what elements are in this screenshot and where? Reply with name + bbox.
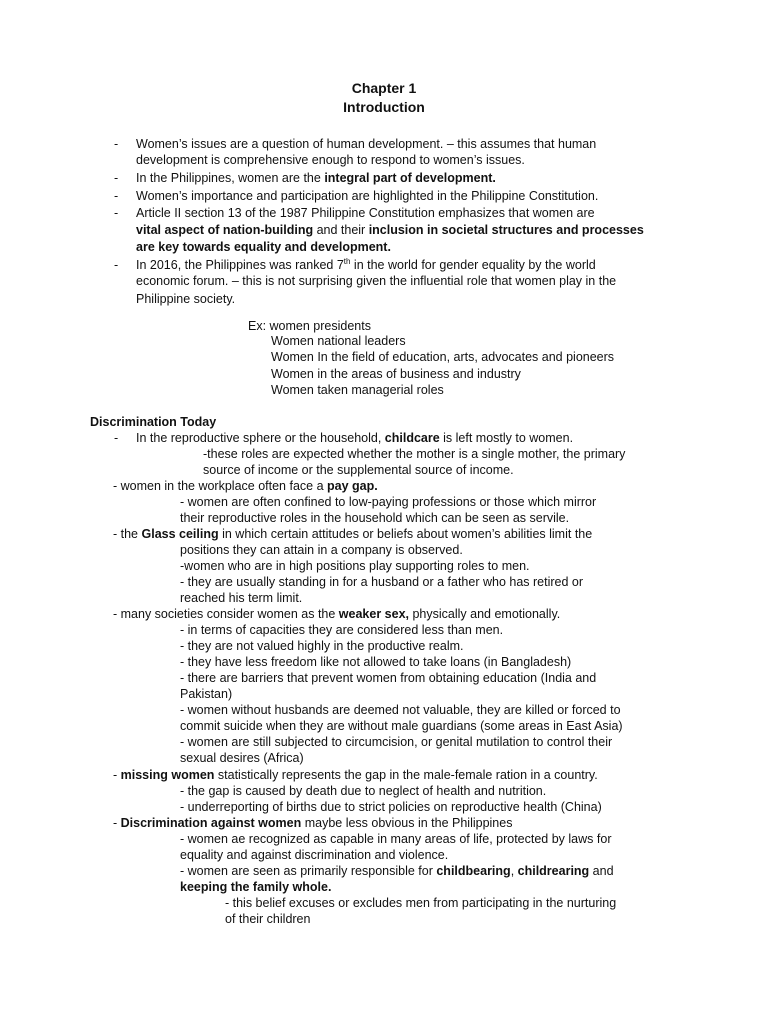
missing-women-sub-2: - underreporting of births due to strict policies on reproductive health (China) <box>180 800 602 814</box>
intro-bullet-5-line-3: Philippine society. <box>136 292 236 306</box>
against-sub-6: of their children <box>225 912 311 926</box>
paygap-sub-1: - women are often confined to low-paying professions or those which mirror <box>180 495 597 509</box>
weaker-sex-item: - in terms of capacities they are considered less than men. <box>180 623 504 637</box>
intro-bullet-4-line-2: vital aspect of nation-building and their inclusion in societal structures and processes <box>136 223 644 237</box>
childcare-sub-2: source of income or the supplemental source of income. <box>203 463 514 477</box>
weaker-sex-item: Pakistan) <box>180 687 233 701</box>
bullet-dash: - <box>114 189 119 203</box>
against-sub-4: keeping the family whole. <box>180 880 332 894</box>
bullet-dash: - <box>114 431 119 445</box>
example-item: Women In the field of education, arts, advocates and pioneers <box>271 350 615 364</box>
discrimination-against-women-line: - Discrimination against women maybe less obvious in the Philippines <box>113 816 513 830</box>
against-sub-2: equality and against discrimination and violence. <box>180 848 449 862</box>
weaker-sex-item: sexual desires (Africa) <box>180 751 304 765</box>
intro-bullet-4-line-3: are key towards equality and development. <box>136 240 391 254</box>
against-sub-5: - this belief excuses or excludes men from participating in the nurturing <box>225 896 617 910</box>
bullet-dash: - <box>114 258 119 272</box>
bullet-dash: - <box>114 206 119 220</box>
missing-women-line: - missing women statistically represents the gap in the male-female ration in a country. <box>113 768 598 782</box>
intro-bullet-2: In the Philippines, women are the integral part of development. <box>136 171 496 185</box>
weaker-sex-item: - they have less freedom like not allowed to take loans (in Bangladesh) <box>180 655 572 669</box>
intro-bullet-4-line-1: Article II section 13 of the 1987 Philippine Constitution emphasizes that women are <box>136 206 595 220</box>
glass-ceiling-sub-1: -women who are in high positions play supporting roles to men. <box>180 559 530 573</box>
weaker-sex-item: commit suicide when they are without male guardians (some areas in East Asia) <box>180 719 623 733</box>
chapter-number: Chapter 1 <box>351 80 417 96</box>
section-heading: Discrimination Today <box>90 415 217 429</box>
glass-ceiling-line: - the Glass ceiling in which certain attitudes or beliefs about women’s abilities limit the <box>113 527 593 541</box>
against-sub-1: - women ae recognized as capable in many areas of life, protected by laws for <box>180 832 612 846</box>
example-item: Women national leaders <box>271 334 406 348</box>
glass-ceiling-sub-3: reached his term limit. <box>180 591 303 605</box>
chapter-title: Introduction <box>343 99 425 115</box>
weaker-sex-item: - there are barriers that prevent women from obtaining education (India and <box>180 671 597 685</box>
against-sub-3: - women are seen as primarily responsible for childbearing, childrearing and <box>180 864 614 878</box>
intro-bullet-1-line-1: Women’s issues are a question of human development. – this assumes that human <box>136 137 597 151</box>
weaker-sex-item: - they are not valued highly in the productive realm. <box>180 639 464 653</box>
example-item: Women in the areas of business and industry <box>271 367 521 381</box>
weaker-sex-line: - many societies consider women as the weaker sex, physically and emotionally. <box>113 607 561 621</box>
example-item: Women taken managerial roles <box>271 383 444 397</box>
intro-bullet-5-line-2: economic forum. – this is not surprising given the influential role that women play in the <box>136 274 617 288</box>
missing-women-sub-1: - the gap is caused by death due to neglect of health and nutrition. <box>180 784 547 798</box>
paygap-line: - women in the workplace often face a pay gap. <box>113 479 378 493</box>
glass-ceiling-line-2: positions they can attain in a company is observed. <box>180 543 463 557</box>
intro-bullet-3: Women’s importance and participation are highlighted in the Philippine Constitution. <box>136 189 599 203</box>
examples-label: Ex: women presidents <box>248 319 371 333</box>
bullet-dash: - <box>114 137 119 151</box>
weaker-sex-item: - women are still subjected to circumcision, or genital mutilation to control their <box>180 735 613 749</box>
weaker-sex-item: - women without husbands are deemed not valuable, they are killed or forced to <box>180 703 621 717</box>
childcare-line: In the reproductive sphere or the household, childcare is left mostly to women. <box>136 431 574 445</box>
paygap-sub-2: their reproductive roles in the household which can be seen as servile. <box>180 511 570 525</box>
intro-bullet-1-line-2: development is comprehensive enough to respond to women’s issues. <box>136 153 525 167</box>
bullet-dash: - <box>114 171 119 185</box>
glass-ceiling-sub-2: - they are usually standing in for a husband or a father who has retired or <box>180 575 584 589</box>
intro-bullet-5-line-1: In 2016, the Philippines was ranked 7th in the world for gender equality by the world <box>136 256 596 272</box>
childcare-sub-1: -these roles are expected whether the mother is a single mother, the primary <box>203 447 626 461</box>
